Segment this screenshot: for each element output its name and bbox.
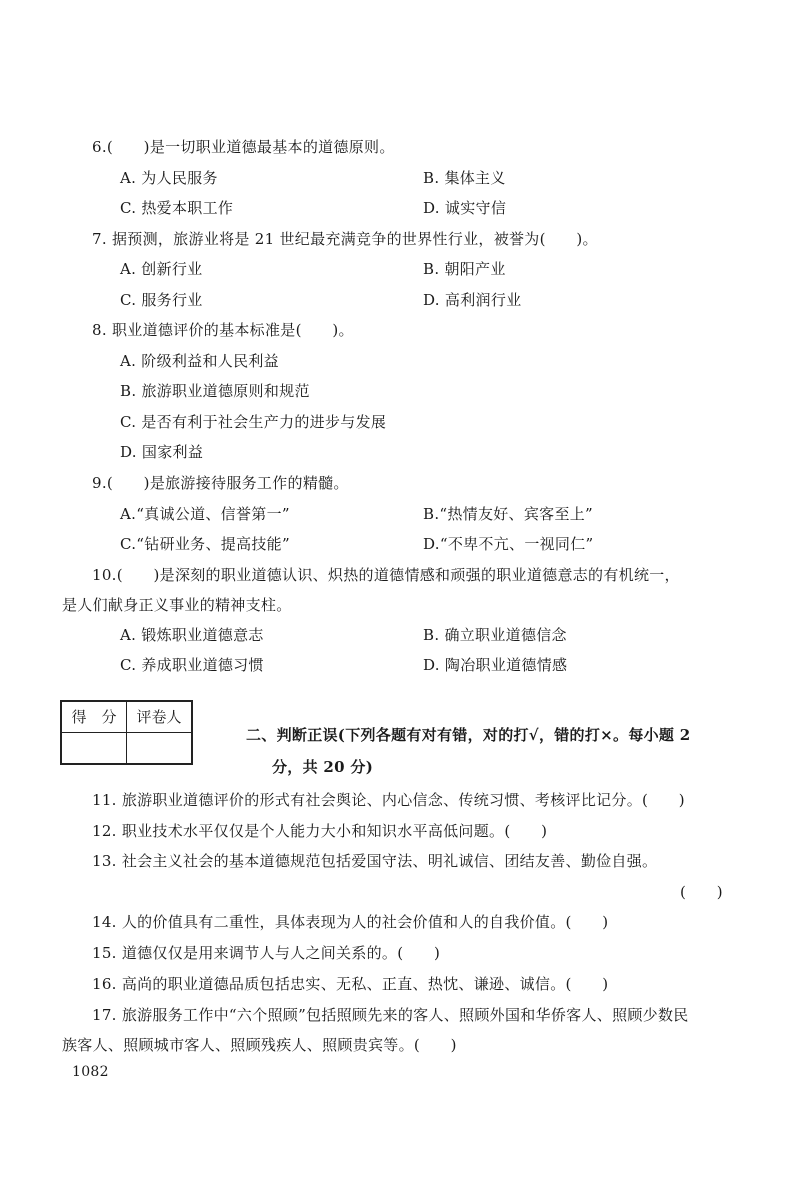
question-9-option-b: B.“热情友好、宾客至上” [423, 505, 594, 523]
judgment-14: 14. 人的价值具有二重性，具体表现为人的社会价值和人的自我价值。( ) [92, 913, 609, 931]
question-9-option-c: C.“钻研业务、提高技能” [120, 535, 290, 553]
question-7-option-b: B. 朝阳产业 [423, 260, 506, 278]
question-8-option-d: D. 国家利益 [120, 443, 204, 461]
question-6-option-d: D. 诚实守信 [423, 199, 507, 217]
score-table [60, 700, 193, 765]
question-10-stem-line2: 是人们献身正义事业的精神支柱。 [62, 596, 292, 614]
question-6-option-b: B. 集体主义 [423, 169, 506, 187]
question-8-option-a: A. 阶级利益和人民利益 [120, 352, 279, 370]
question-6-stem: 6.( )是一切职业道德最基本的道德原则。 [92, 138, 395, 156]
judgment-17-line2: 族客人、照顾城市客人、照顾残疾人、照顾贵宾等。( ) [62, 1036, 457, 1054]
judgment-15: 15. 道德仅仅是用来调节人与人之间关系的。( ) [92, 944, 441, 962]
judgment-16: 16. 高尚的职业道德品质包括忠实、无私、正直、热忱、谦逊、诚信。( ) [92, 975, 609, 993]
section-2-title-line2: 分，共 20 分) [272, 758, 374, 776]
score-cell [61, 733, 127, 765]
question-7-option-c: C. 服务行业 [120, 291, 203, 309]
judgment-11: 11. 旅游职业道德评价的形式有社会舆论、内心信念、传统习惯、考核评比记分。( ) [92, 791, 685, 809]
judgment-17-line1: 17. 旅游服务工作中“六个照顾”包括照顾先来的客人、照顾外国和华侨客人、照顾少数民 [92, 1006, 689, 1024]
question-8-option-b: B. 旅游职业道德原则和规范 [120, 382, 310, 400]
grader-cell [127, 733, 193, 765]
question-10-option-c: C. 养成职业道德习惯 [120, 656, 264, 674]
section-2-title-line1: 二、判断正误(下列各题有对有错，对的打√，错的打×。每小题 2 [246, 726, 691, 744]
question-6-option-c: C. 热爱本职工作 [120, 199, 234, 217]
judgment-12: 12. 职业技术水平仅仅是个人能力大小和知识水平高低问题。( ) [92, 822, 548, 840]
question-7-stem: 7. 据预测，旅游业将是 21 世纪最充满竞争的世界性行业，被誉为( )。 [92, 230, 598, 248]
question-10-stem-line1: 10.( )是深刻的职业道德认识、炽热的道德情感和顽强的职业道德意志的有机统一， [92, 566, 680, 584]
question-10-option-a: A. 锻炼职业道德意志 [120, 626, 264, 644]
question-6-option-a: A. 为人民服务 [120, 169, 218, 187]
question-10-option-d: D. 陶冶职业道德情感 [423, 656, 568, 674]
question-8-option-c: C. 是否有利于社会生产力的进步与发展 [120, 413, 387, 431]
question-9-option-a: A.“真诚公道、信誉第一” [120, 505, 290, 523]
judgment-13-answer-paren: ( ) [680, 883, 723, 901]
question-9-stem: 9.( )是旅游接待服务工作的精髓。 [92, 474, 349, 492]
question-7-option-a: A. 创新行业 [120, 260, 203, 278]
judgment-13: 13. 社会主义社会的基本道德规范包括爱国守法、明礼诚信、团结友善、勤俭自强。 [92, 852, 658, 870]
question-8-stem: 8. 职业道德评价的基本标准是( )。 [92, 321, 354, 339]
question-7-option-d: D. 高利润行业 [423, 291, 522, 309]
question-10-option-b: B. 确立职业道德信念 [423, 626, 567, 644]
grader-header: 评卷人 [127, 701, 193, 733]
score-header: 得 分 [61, 701, 127, 733]
page-number: 1082 [72, 1064, 109, 1080]
question-9-option-d: D.“不卑不亢、一视同仁” [423, 535, 594, 553]
